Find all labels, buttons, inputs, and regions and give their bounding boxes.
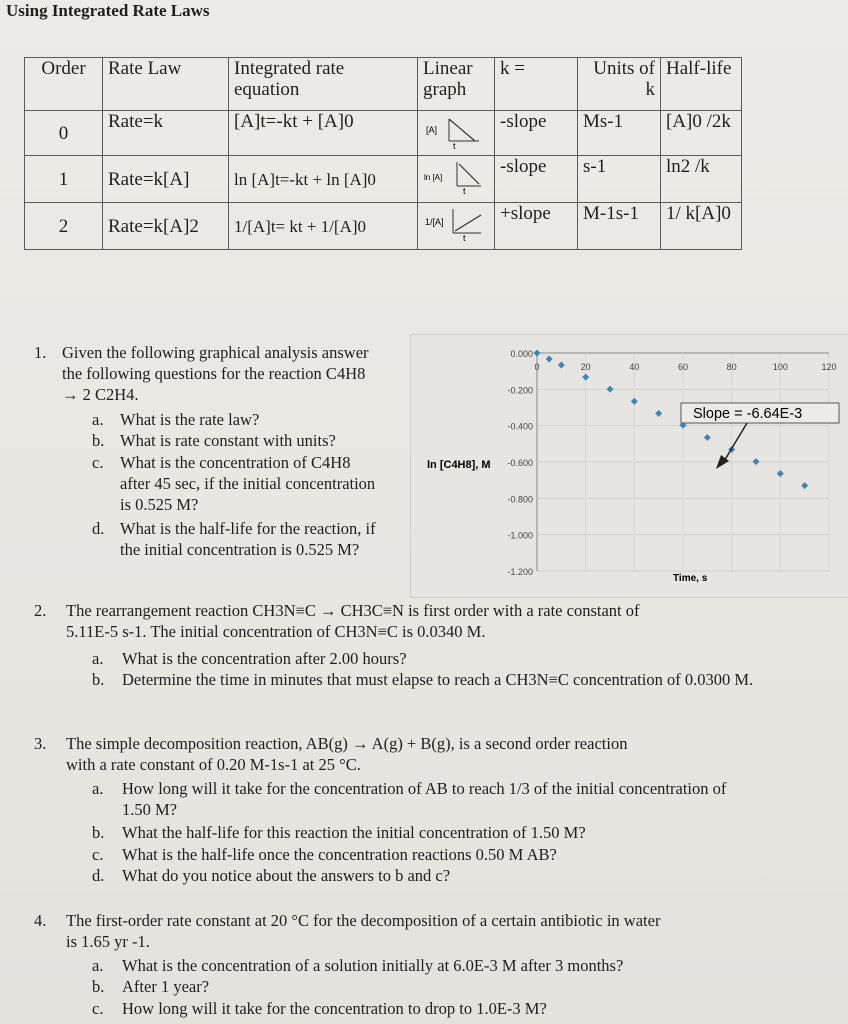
row-integrated: 1/[A]t= kt + 1/[A]0: [229, 203, 418, 250]
part-text: What is the concentration of C4H8 after 45 sec, if the initial concentration is 0.525 M?: [120, 453, 376, 514]
part-letter: a.: [92, 779, 104, 798]
part-text: What is rate constant with units?: [120, 431, 336, 450]
graph-x-label: t: [453, 141, 456, 151]
part-text: What is the concentration of a solution initially at 6.0E-3 M after 3 months?: [122, 956, 624, 975]
chart-x-label: Time, s: [673, 573, 708, 584]
row-rate-law: Rate=k[A]: [103, 156, 229, 203]
row-graph: [418, 203, 495, 250]
part-letter: d.: [92, 519, 105, 538]
question-1: [34, 342, 374, 405]
y-tick-label: -1.000: [507, 530, 533, 541]
header-rate-law: Rate Law: [103, 58, 229, 111]
part-text: What is the half-life once the concentration reactions 0.50 M AB?: [122, 845, 557, 864]
part-text: What is the concentration after 2.00 hours?: [122, 649, 407, 668]
question-4: [34, 910, 834, 952]
question-2: [34, 600, 814, 642]
header-integrated: Integrated rate equation: [229, 58, 418, 111]
q4-part-c: [92, 998, 792, 1019]
x-tick-label: 120: [821, 362, 837, 372]
q1-part-c: [92, 452, 382, 515]
table-row: [25, 111, 742, 156]
question-number: 1.: [34, 343, 47, 362]
part-text: What is the rate law?: [120, 410, 260, 429]
q4-part-a: [92, 955, 792, 976]
ln-concentration-chart: [410, 334, 848, 598]
y-tick-label: -0.400: [507, 421, 533, 432]
part-text: What is the half-life for the reaction, if the initial concentration is 0.525 M?: [120, 519, 376, 559]
question-number: 4.: [34, 911, 47, 930]
graph-x-label: t: [463, 233, 466, 243]
q2-part-a: [92, 648, 772, 669]
q3-part-c: [92, 844, 772, 865]
row-integrated: ln [A]t=-kt + ln [A]0: [229, 156, 418, 203]
data-point: [777, 470, 784, 477]
y-tick-label: -0.600: [507, 458, 533, 468]
row-units: M-1s-1: [578, 203, 661, 250]
first-order-graph-icon: [423, 156, 483, 196]
part-letter: a.: [92, 649, 104, 668]
part-text: What the half-life for this reaction the initial concentration of 1.50 M?: [122, 823, 586, 842]
chart-svg: [411, 335, 848, 597]
y-tick-label: -0.200: [507, 385, 533, 396]
part-letter: c.: [92, 453, 104, 472]
part-text: How long will it take for the concentration to drop to 1.0E-3 M?: [122, 999, 547, 1018]
question-text-line-2: 5.11E-5 s-1. The initial concentration of CH3N≡C is 0.0340 M.: [66, 622, 486, 641]
row-order: 1: [25, 156, 103, 203]
q1-part-b: [92, 430, 392, 451]
graph-y-label: 1/[A]: [425, 217, 444, 227]
chart-y-ticks: [507, 349, 533, 577]
data-point: [631, 398, 638, 405]
part-text: After 1 year?: [122, 977, 210, 996]
question-number: 2.: [34, 601, 47, 620]
slope-annotation: Slope = -6.64E-3: [693, 406, 803, 422]
part-letter: d.: [92, 866, 105, 885]
header-half-life: Half-life: [661, 58, 742, 111]
part-letter: c.: [92, 845, 104, 864]
data-point: [582, 374, 589, 381]
y-tick-label: -0.800: [507, 494, 533, 505]
second-order-graph-icon: [423, 203, 483, 243]
row-integrated: [A]t=-kt + [A]0: [229, 111, 418, 156]
question-number: 3.: [34, 734, 47, 753]
q4-part-b: [92, 976, 792, 997]
table-row: [25, 203, 742, 250]
row-rate-law: Rate=k: [103, 111, 229, 156]
q3-part-d: [92, 865, 772, 886]
q1-part-d: [92, 518, 382, 560]
part-letter: c.: [92, 999, 104, 1018]
row-rate-law: Rate=k[A]2: [103, 203, 229, 250]
header-order: Order: [25, 58, 103, 111]
zero-order-graph-icon: [423, 111, 483, 151]
question-text: Given the following graphical analysis answer the following questions for the reaction C4H8 → 2 C2H4.: [62, 343, 369, 404]
table-header-row: [25, 58, 742, 111]
q1-part-a: [92, 409, 382, 430]
part-letter: b.: [92, 670, 105, 689]
graph-x-label: t: [463, 186, 466, 196]
data-point: [655, 410, 662, 417]
x-tick-label: 80: [726, 362, 737, 372]
rate-law-table: [24, 57, 742, 250]
table-row: [25, 156, 742, 203]
row-units: Ms-1: [578, 111, 661, 156]
row-graph: [418, 111, 495, 156]
graph-y-label: [A]: [426, 125, 438, 135]
part-text: What do you notice about the answers to b and c?: [122, 866, 451, 885]
row-half-life: [A]0 /2k: [661, 111, 742, 156]
part-letter: b.: [92, 823, 105, 842]
q3-part-b: [92, 822, 772, 843]
x-tick-label: 100: [772, 362, 788, 372]
row-half-life: ln2 /k: [661, 156, 742, 203]
row-half-life: 1/ k[A]0: [661, 203, 742, 250]
header-units: Units of k: [578, 58, 661, 111]
data-point: [801, 482, 808, 489]
row-graph: [418, 156, 495, 203]
part-letter: a.: [92, 410, 104, 429]
row-order: 2: [25, 203, 103, 250]
slope-arrow: [723, 423, 747, 463]
worksheet-title: Using Integrated Rate Laws: [6, 1, 210, 20]
part-letter: a.: [92, 956, 104, 975]
x-tick-label: 40: [629, 362, 640, 372]
y-tick-label: -1.200: [507, 567, 533, 577]
chart-gridlines: [537, 353, 829, 571]
question-text-line-1: The first-order rate constant at 20 °C for the decomposition of a certain antibiotic in water: [66, 911, 661, 930]
row-order: 0: [25, 111, 103, 156]
part-text: Determine the time in minutes that must elapse to reach a CH3N≡C concentration of 0.0300 M.: [122, 670, 754, 689]
part-letter: b.: [92, 431, 105, 450]
chart-x-ticks: [534, 362, 836, 372]
row-k: +slope: [495, 203, 578, 250]
q2-part-b: [92, 669, 772, 690]
question-text-line-1: The simple decomposition reaction, AB(g) → A(g) + B(g), is a second order reaction: [66, 734, 628, 753]
data-point: [753, 458, 760, 465]
question-text-line-2: is 1.65 yr -1.: [66, 932, 150, 951]
header-k: k =: [495, 58, 578, 111]
graph-y-label: ln [A]: [424, 173, 443, 182]
data-point: [704, 434, 711, 441]
chart-y-label: ln [C4H8], M: [427, 459, 491, 471]
part-letter: b.: [92, 977, 105, 996]
question-3: [34, 733, 814, 775]
question-text-line-1: The rearrangement reaction CH3N≡C → CH3C≡N is first order with a rate constant of: [66, 601, 640, 620]
data-point: [534, 350, 541, 357]
question-text-line-2: with a rate constant of 0.20 M-1s-1 at 25 °C.: [66, 755, 361, 774]
x-tick-label: 0: [534, 362, 540, 372]
data-point: [546, 355, 553, 362]
header-linear-graph: Linear graph: [418, 58, 495, 111]
part-text: How long will it take for the concentration of AB to reach 1/3 of the initial concentration of 1.50 M?: [122, 779, 727, 819]
y-tick-label: 0.000: [510, 349, 533, 359]
x-tick-label: 60: [677, 362, 689, 372]
row-k: -slope: [495, 156, 578, 203]
x-tick-label: 20: [580, 362, 591, 372]
data-point: [607, 386, 614, 393]
q3-part-a: [92, 778, 752, 820]
row-k: -slope: [495, 111, 578, 156]
row-units: s-1: [578, 156, 661, 203]
data-point: [558, 361, 565, 368]
